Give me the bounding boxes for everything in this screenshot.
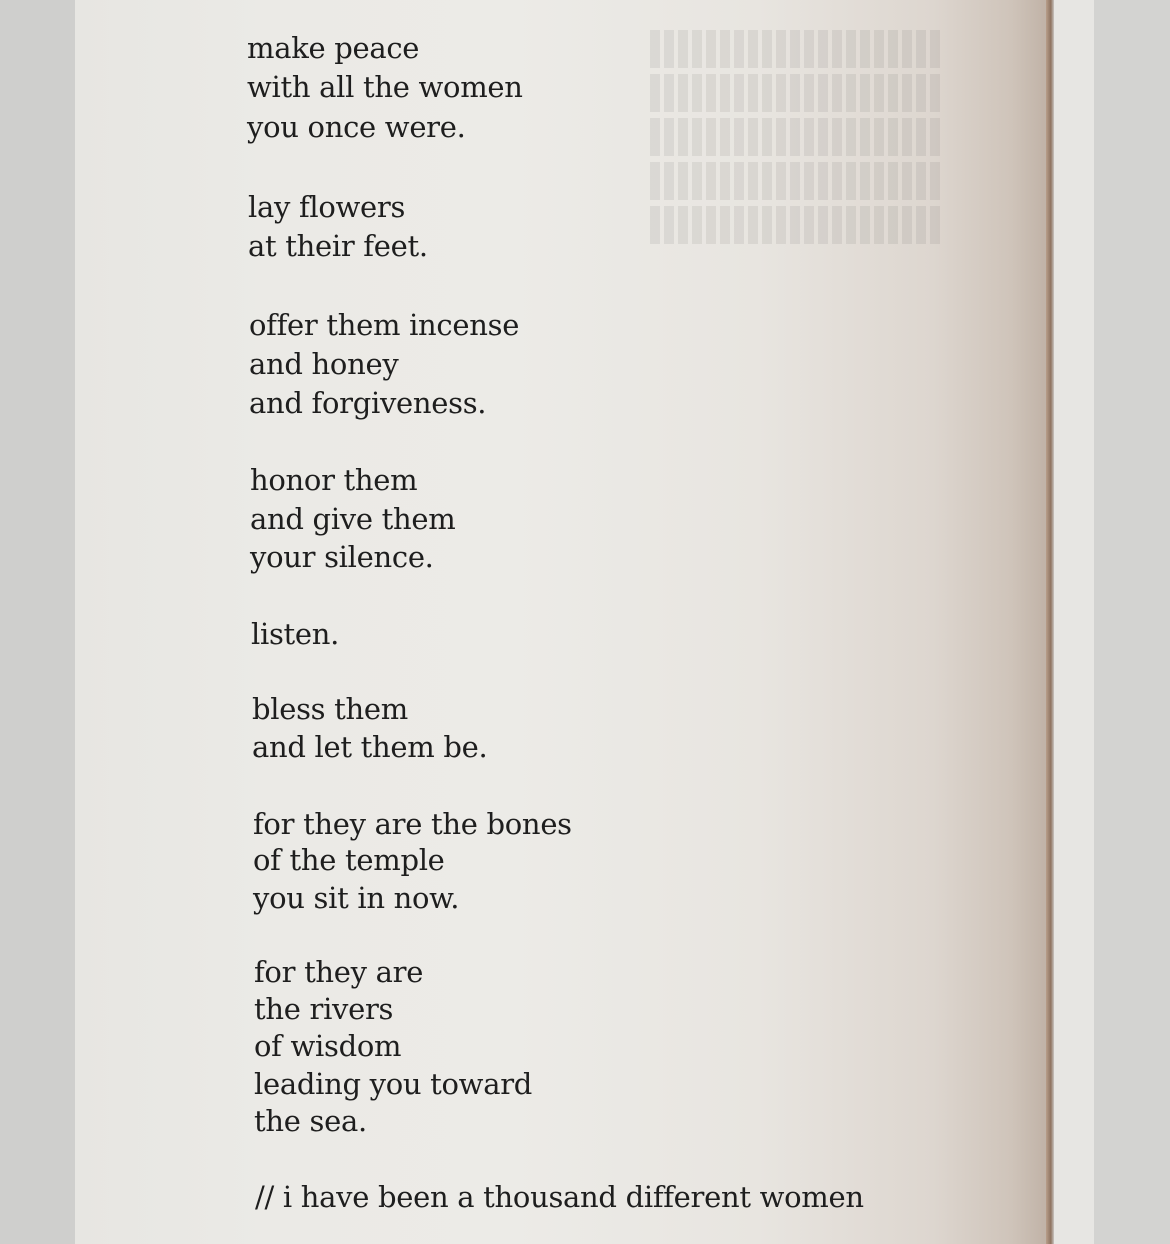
poem-line: lay flowers — [248, 190, 406, 224]
poem-line: you once were. — [247, 110, 466, 144]
poem-line: the rivers — [254, 992, 394, 1026]
poem-line: your silence. — [250, 540, 434, 574]
poem-line: with all the women — [247, 70, 523, 104]
poem-line: the sea. — [254, 1104, 367, 1138]
poem-signature: // i have been a thousand different women — [255, 1180, 864, 1214]
poem-line: and honey — [249, 347, 399, 381]
poem-line: honor them — [250, 463, 418, 497]
poem-line: make peace — [247, 31, 420, 65]
poem-line: bless them — [252, 692, 408, 726]
poem-line: and give them — [250, 502, 456, 536]
poem-line: listen. — [251, 617, 340, 651]
poem-line: and forgiveness. — [249, 386, 487, 420]
poem-line: you sit in now. — [253, 881, 460, 915]
poem-line: at their feet. — [248, 229, 428, 263]
poem-line: and let them be. — [252, 730, 488, 764]
poem-line: for they are — [254, 955, 424, 989]
poem-line: leading you toward — [254, 1067, 533, 1101]
poem-line: offer them incense — [249, 308, 520, 342]
poem-line: of wisdom — [254, 1029, 402, 1063]
poem-line: of the temple — [253, 843, 445, 877]
poem-line: for they are the bones — [253, 807, 572, 841]
